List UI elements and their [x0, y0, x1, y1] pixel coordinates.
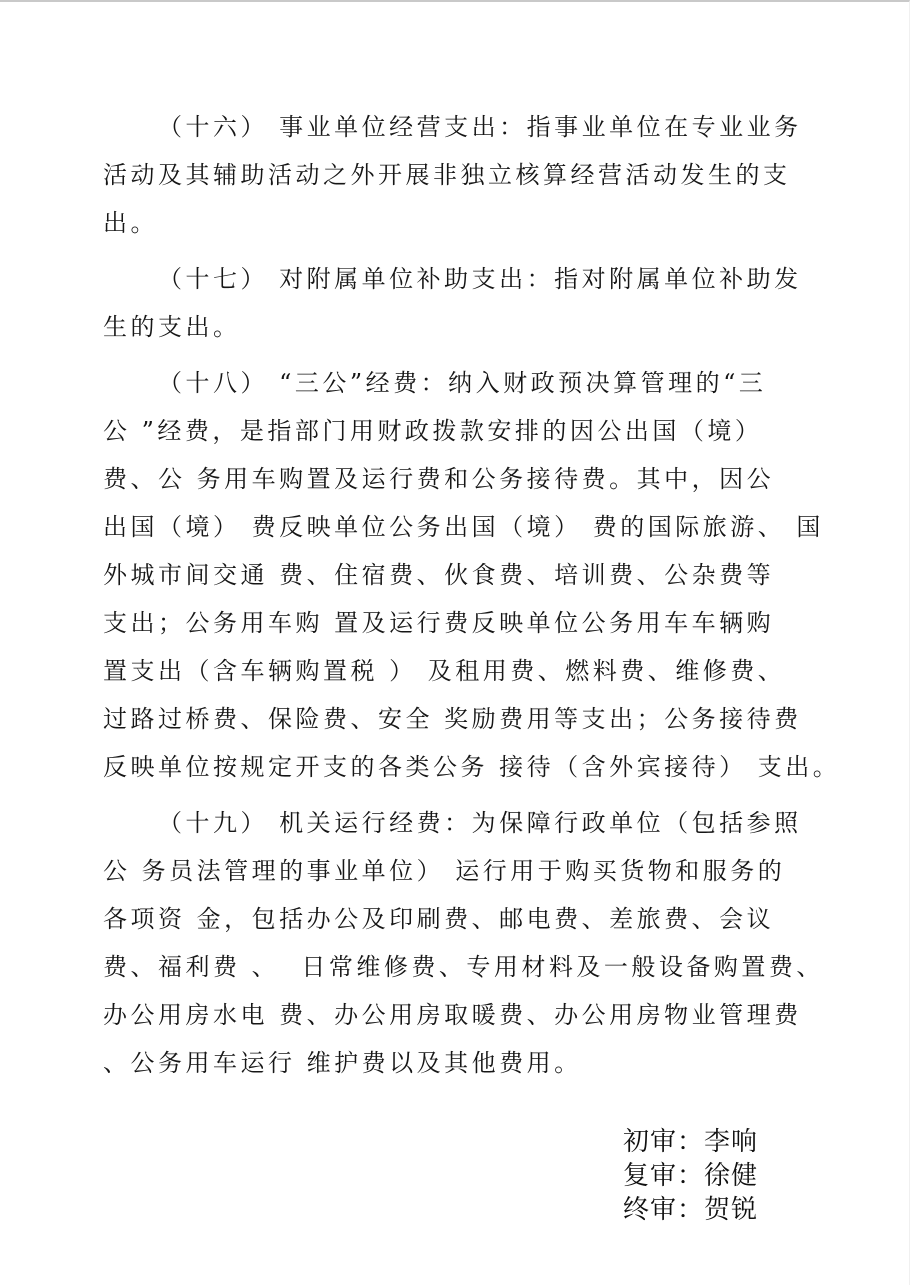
paragraph-line: 活动及其辅助活动之外开展非独立核算经营活动发生的支 [103, 161, 791, 189]
paragraph-line: 出国（境） 费反映单位公务出国（境） 费的国际旅游、 国 [103, 513, 824, 541]
paragraph-line: 费、公 务用车购置及运行费和公务接待费。其中，因公 [103, 465, 775, 493]
signoff-line-final-review: 终审：贺锐 [622, 1195, 758, 1225]
paragraph-line: （十七） 对附属单位补助支出：指对附属单位补助发 [158, 265, 802, 293]
paragraph-line: 公 ”经费，是指部门用财政拨款安排的因公出国（境） [103, 417, 763, 445]
paragraph-line: （十八） “三公”经费：纳入财政预决算管理的“三 [158, 369, 767, 397]
signoff-block [103, 1125, 813, 1227]
paragraph-line: 支出；公务用车购 置及运行费反映单位公务用车车辆购 [103, 609, 775, 637]
paragraph-line: 各项资 金，包括办公及印刷费、邮电费、差旅费、会议 [103, 905, 775, 933]
paragraph-17 [103, 255, 813, 351]
document-body [0, 2, 909, 1227]
paragraph-16 [103, 103, 813, 247]
paragraph-line: 、公务用车运行 维护费以及其他费用。 [103, 1049, 582, 1077]
paragraph-line: （十六） 事业单位经营支出：指事业单位在专业业务 [158, 113, 802, 141]
paragraph-19 [103, 799, 824, 1087]
signoff-line-first-review: 初审：李响 [622, 1127, 758, 1157]
paragraph-line: 生的支出。 [103, 313, 241, 341]
paragraph-line: 出。 [103, 209, 158, 237]
signoff-line-second-review: 复审：徐健 [622, 1161, 758, 1191]
paragraph-18 [103, 359, 841, 791]
paragraph-line: 反映单位按规定开支的各类公务 接待（含外宾接待） 支出。 [103, 753, 841, 781]
paragraph-line: 外城市间交通 费、住宿费、伙食费、培训费、公杂费等 [103, 561, 775, 589]
paragraph-line: 费、福利费 、 日常维修费、专用材料及一般设备购置费、 [103, 953, 824, 981]
paragraph-line: （十九） 机关运行经费：为保障行政单位（包括参照 [158, 809, 802, 837]
paragraph-line: 公 务员法管理的事业单位） 运行用于购买货物和服务的 [103, 857, 786, 885]
paragraph-line: 置支出（含车辆购置税 ） 及租用费、燃料费、维修费、 [103, 657, 786, 685]
paragraph-line: 办公用房水电 费、办公用房取暖费、办公用房物业管理费 [103, 1001, 802, 1029]
paragraph-line: 过路过桥费、保险费、安全 奖励费用等支出；公务接待费 [103, 705, 802, 733]
